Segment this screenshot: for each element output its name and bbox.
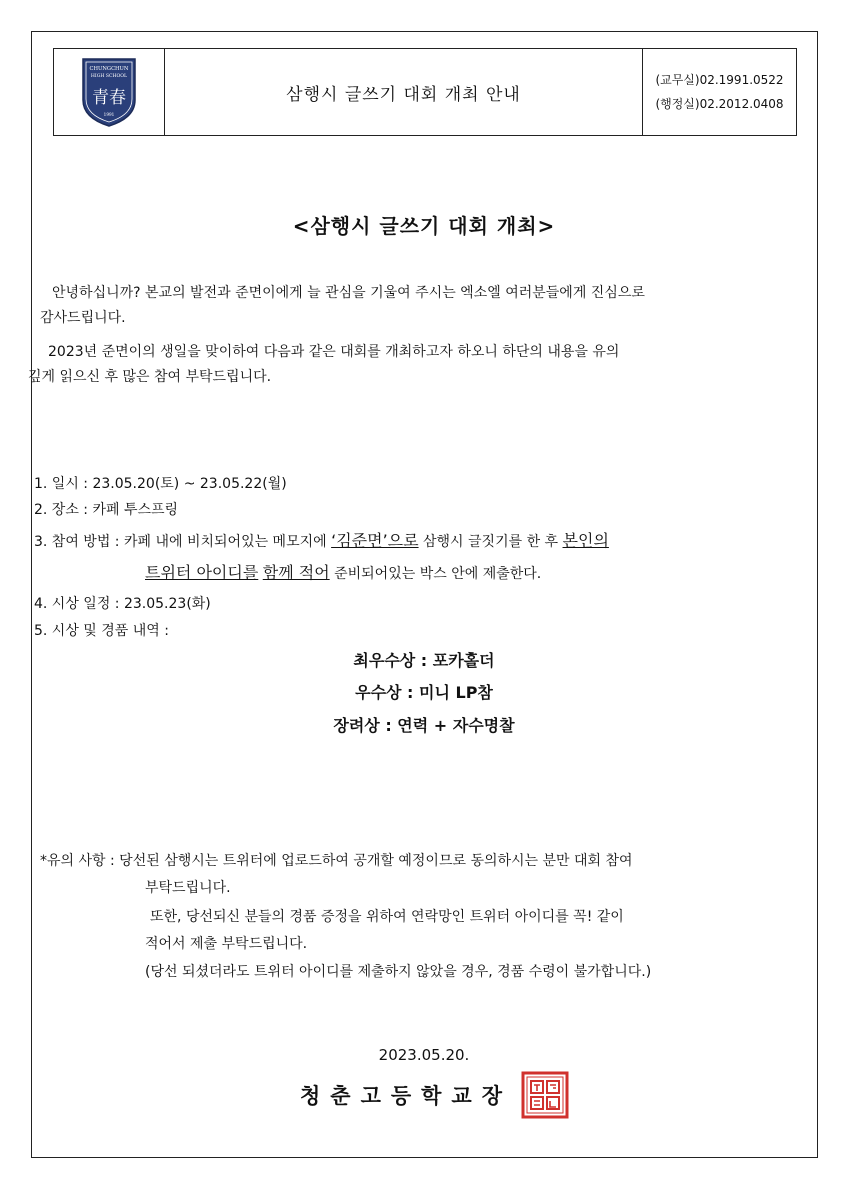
intro-line-2: 감사드립니다. — [40, 310, 126, 326]
header-title: 삼행시 글쓰기 대회 개최 안내 — [286, 84, 521, 105]
notes-label: *유의 사항 : — [40, 853, 120, 869]
notes-line-3: 또한, 당선되신 분들의 경품 증정을 위하여 연락망인 트위터 아이디를 꼭! 같이 — [150, 909, 624, 925]
item-schedule: 1. 일시 : 23.05.20(토) ~ 23.05.22(월) — [34, 476, 287, 492]
notes-line-1 — [40, 850, 633, 872]
school-emblem-logo — [80, 56, 138, 128]
document-title: <삼행시 글쓰기 대회 개최> — [292, 214, 556, 238]
item-award-date: 4. 시상 일정 : 23.05.23(화) — [34, 596, 211, 612]
method-mid: 삼행시 글짓기를 한 후 — [418, 534, 563, 550]
contact-info — [642, 49, 796, 135]
contact-academic-office: (교무실)02.1991.0522 — [655, 73, 784, 87]
prize-excellence: 우수상 : 미니 LP참 — [355, 683, 493, 702]
notes-line-4: 적어서 제출 부탁드립니다. — [145, 936, 308, 952]
notes-text-1: 당선된 삼행시는 트위터에 업로드하여 공개할 예정이므로 동의하시는 분만 대회 참여 — [119, 853, 633, 869]
prize-grand: 최우수상 : 포카홀더 — [353, 651, 495, 670]
item-place: 2. 장소 : 카페 투스프링 — [34, 502, 179, 518]
logo-year: 1991 — [103, 112, 115, 117]
logo-hanja: 青春 — [92, 88, 126, 108]
method-prefix: 3. 참여 방법 : 카페 내에 비치되어있는 메모지에 — [34, 534, 332, 550]
document-date: 2023.05.20. — [378, 1046, 470, 1064]
method-self-highlight: 본인의 — [562, 531, 609, 550]
school-logo-cell — [54, 49, 165, 135]
prize-encouragement: 장려상 : 연력 + 자수명찰 — [333, 716, 515, 735]
intro-line-3: 2023년 준면이의 생일을 맞이하여 다음과 같은 대회를 개최하고자 하오니 하단의 내용을 유의 — [48, 344, 620, 360]
item-method-cont — [145, 562, 541, 585]
notes-line-2: 부탁드립니다. — [145, 880, 231, 896]
method-together-highlight: 함께 적어 — [262, 563, 330, 582]
method-end: 준비되어있는 박스 안에 제출한다. — [329, 566, 542, 582]
item-prizes-heading: 5. 시상 및 경품 내역 : — [34, 623, 169, 639]
logo-school-name-top: CHUNGCHUN — [89, 66, 129, 72]
contact-admin-office: (행정실)02.2012.0408 — [655, 97, 784, 111]
logo-school-name-bottom: HIGH SCHOOL — [90, 74, 128, 79]
method-name-highlight: ‘김준면’으로 — [331, 531, 419, 550]
notes-line-5: (당선 되셨더라도 트위터 아이디를 제출하지 않았을 경우, 경품 수령이 불가합니다.) — [145, 964, 652, 980]
intro-line-1: 안녕하십니까? 본교의 발전과 준면이에게 늘 관심을 기울여 주시는 엑소엘 여러분들에게 진심으로 — [52, 285, 645, 301]
intro-line-4: 깊게 읽으신 후 많은 참여 부탁드립니다. — [28, 369, 272, 385]
item-method — [34, 530, 609, 553]
principal-signature: 청춘고등학교장 — [300, 1084, 513, 1108]
method-twitter-highlight: 트위터 아이디를 — [145, 563, 259, 582]
official-seal-stamp — [521, 1071, 569, 1119]
document-header — [53, 48, 797, 136]
